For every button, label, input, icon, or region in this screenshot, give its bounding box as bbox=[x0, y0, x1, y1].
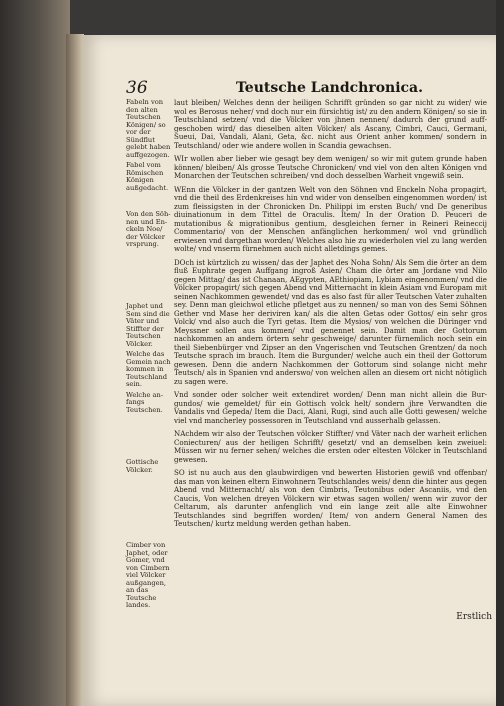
marginal-note: Von den Söhnen und Enckeln Noe/ der Völcker vrsprung. bbox=[126, 210, 171, 248]
marginal-notes-group-5 bbox=[126, 542, 174, 613]
paragraph-3: WEnn die Völcker in der gantzen Welt von den Söhnen vnd Enckeln Noha propagirt, vnd die theil des Erdenkreises hin vnd wider von denselben eingenommen worden/ ist zum fleissigsten in der Chronicken Dn. Philippi im ersten Buch/ vnd De generibus diuinationum in dem Tittel de Oraculis. Item/ In der Oration D. Peuceri de mutationibus & migrationibus gentium, desgleichen ferner in Reineri Reineccij Commentario/ von der Menschen anfänglichen herkommen/ wol vnd gründlich erwiesen vnd dargethan worden/ Welches also hie zu wiederholen viel zu lang werden wolte/ vnd vnserm fürnehmen auch nicht alletdings gemes. bbox=[174, 184, 487, 253]
catchword: Erstlich bbox=[456, 612, 492, 622]
marginal-notes-group-1 bbox=[126, 99, 174, 195]
page-number: 36 bbox=[126, 78, 148, 98]
marginal-note: Gottische Völcker. bbox=[126, 458, 159, 474]
paragraph-4: DOch ist kürtzlich zu wissen/ das der Japhet des Noha Sohn/ Als Sem die örter an dem fluß Euphrate gegen Auffgang ingroß Asien/ Cham die örter am Jordane vnd Nilo gegen Mittag/ das ist Chanaan, AEgypten, AEthiopiam, Lybiam eingenommen/ vnd die Völcker propagirt/ sich gegen Abend vnd Mitternacht in klein Asiam vnd Europam mit seinen Nachkommen gewendet/ vnd das es also fast für aller Teutschen Vater zuhalten sey. Denn man gleichwol etliche pfletget aus zu nennen/ so man von des Semi Söhnen Gether vnd Mase her deriviren kan/ als die alten Getas oder Gottos/ ein sehr gros Volck/ vnd also auch die Tyri getas. Item die Mysios/ von welchen die Düringer vnd Meyssner sollen aus kommen/ vnd genennet sein. Damit man der Gottorum nachkommen an andern örtern sehr geschweige/ darunter fürnemlich noch sein ein theil Siebenbürger vnd Zipser an den Vngerischen vnd Teutschen Grentzen/ da noch Teutsche sprach im brauch. Item die Burgunder/ welche auch ein theil der Gottorum gewesen. Denn die andern Nachkommen der Gottorum sind solange nicht mehr Teutsch/ als in Spanien vnd anderswo/ von welchen allen an diesem ort nicht nötiglich zu sagen were. bbox=[174, 257, 487, 386]
marginal-notes-group-2 bbox=[126, 211, 174, 252]
marginal-note: Welche anfangs Teutschen. bbox=[126, 390, 164, 414]
right-scan-edge bbox=[496, 0, 504, 706]
page-header bbox=[126, 78, 496, 100]
paragraph-1: laut bleiben/ Welches denn der heiligen Schrifft gründen so gar nicht zu wider/ wie wol es Berosus neher/ vnd doch nur ein fürsichtig ist/ zu den andern Königen/ so sie in Teutschland setzen/ vnd die Völcker von jhnen nennen/ dadurch der grund auffgeschoben wird/ das dieselben alten Völcker/ als Ascany, Cimbri, Cauci, Germani, Sueui, Dai, Vandali, Alani, Geta, &c. nicht aus Orient anher kommen/ sondern in Teutschland/ oder wie andere wollen in Scandia gewachsen. bbox=[174, 98, 487, 150]
marginal-note: Welche das Gemein nach kommen in Teutschland sein. bbox=[126, 350, 171, 388]
paragraph-2: WIr wollen aber lieber wie gesagt bey dem wenigen/ so wir mit gutem grunde haben können/ bleiben/ Als grosse Teutsche Chronicken/ vnd viel von den alten Königen vnd Monarchen der Teutschen schreiben/ vnd doch desselben Warheit vngewiß sein. bbox=[174, 154, 487, 180]
marginal-note: Cimber von Japhet, oder Gomer, vnd von Cimbern viel Völcker außgangen, an das Teutsche landes. bbox=[126, 541, 170, 609]
marginal-note: Fabeln von den alten Teutschen Königen/ so vor der Sündflut gelebt haben auffgezogen. bbox=[126, 98, 171, 159]
running-title: Teutsche Landchronica. bbox=[236, 80, 423, 96]
main-text-column bbox=[174, 99, 487, 534]
marginal-notes-group-4 bbox=[126, 459, 174, 477]
paragraph-5: Vnd sonder oder solcher weit extendiret worden/ Denn man nicht allein die Burgundos/ wie gemeldet/ für ein Gottisch volck helt/ sondern jhre Verwandten die Vandalis vnd Gepeda/ Item die Daci, Alani, Rugi, sind auch alle Gotti gewesen/ welche viel vnd mancherley possessoren in Teutschland vnd ausserhalb gelassen. bbox=[174, 390, 487, 425]
marginal-notes-group-3 bbox=[126, 303, 174, 417]
marginal-note: Fabel vom Römischen Königen außgedacht. bbox=[126, 161, 169, 192]
paragraph-7: SO ist nu auch aus den glaubwirdigen vnd bewerten Historien gewiß vnd offenbar/ das man von keinen eltern Einwohnern Teutschlandes weis/ denn die hinter aus gegen Abend vnd Mitternacht/ als von den Cimbris, Teutonibus oder Ascaniis, vnd den Caucis, Von welchen dreyen Völckern wir etwas sagen wollen/ wenn wir zuvor der Celtarum, als darunter anfenglich vnd ein lange zeit alle alte Einwohner Teutschlandes sind begriffen worden/ Item/ von andern General Namen des Teutschen/ kurtz meldung werden gethan haben. bbox=[174, 468, 487, 528]
paragraph-6: NAchdem wir also der Teutschen völcker Stiffter/ vnd Väter nach der warheit erlichen Coniecturen/ aus der heiligen Schrifft/ gesetzt/ vnd an demselben kein zweiuel: Müssen wir nu ferner sehen/ welches die ersten oder eltesten Völcker in Teutschland gewesen. bbox=[174, 429, 487, 464]
marginal-note: Japhet und Sem sind die Väter und Stiffter der Teutschen Völcker. bbox=[126, 302, 170, 348]
left-page-edge bbox=[0, 0, 70, 706]
